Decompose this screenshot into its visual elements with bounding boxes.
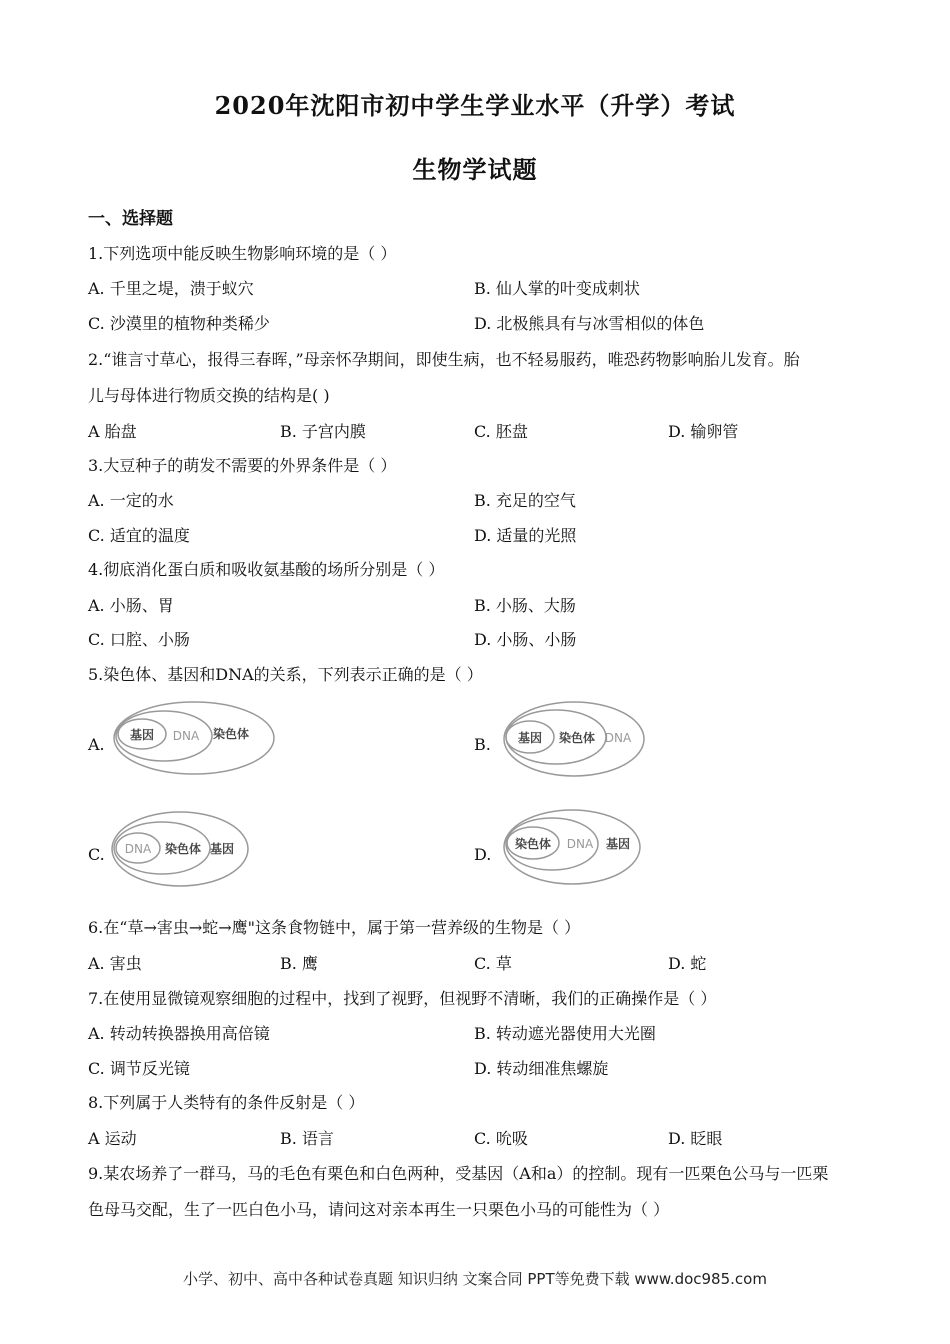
diagram-c-inner-label: DNA xyxy=(124,842,152,856)
question-3-option-c: C. 适宜的温度 xyxy=(88,526,190,545)
question-2-stem-line1: 2.“谁言寸草心，报得三春晖，”母亲怀孕期间，即使生病，也不轻易服药，唯恐药物影响胎儿发育。胎 xyxy=(88,350,800,369)
question-2-option-a: A 胎盘 xyxy=(88,422,137,441)
diagram-a-inner-label: 基因 xyxy=(129,728,155,742)
question-9-stem-line2: 色母马交配，生了一匹白色小马，请问这对亲本再生一只栗色小马的可能性为（ ） xyxy=(88,1200,670,1219)
question-1-option-c: C. 沙漠里的植物种类稀少 xyxy=(88,314,270,333)
exam-subtitle: 生物学试题 xyxy=(412,155,538,184)
question-1-option-d: D. 北极熊具有与冰雪相似的体色 xyxy=(474,314,705,333)
diagram-c-middle-label: 染色体 xyxy=(164,842,202,856)
question-6-option-c: C. 草 xyxy=(474,954,512,973)
exam-title: 2020年沈阳市初中学生学业水平（升学）考试 xyxy=(214,91,736,120)
diagram-c xyxy=(108,808,253,894)
question-4-option-b: B. 小肠、大肠 xyxy=(474,596,576,615)
question-6-stem: 6.在“草→害虫→蛇→鹰"这条食物链中，属于第一营养级的生物是（ ） xyxy=(88,918,581,937)
question-8-option-c: C. 吮吸 xyxy=(474,1129,528,1148)
question-7-option-b: B. 转动遮光器使用大光圈 xyxy=(474,1024,656,1043)
question-7-option-d: D. 转动细准焦螺旋 xyxy=(474,1059,609,1078)
page-footer: 小学、初中、高中各种试卷真题 知识归纳 文案合同 PPT等免费下载 www.doc985.com xyxy=(183,1270,767,1288)
question-8-option-a: A 运动 xyxy=(88,1129,137,1148)
question-4-option-a: A. 小肠、胃 xyxy=(88,596,174,615)
question-4-option-c: C. 口腔、小肠 xyxy=(88,630,190,649)
question-5-option-c: C. xyxy=(88,845,105,864)
question-2-option-b: B. 子宫内膜 xyxy=(280,422,366,441)
question-3-option-a: A. 一定的水 xyxy=(88,491,174,510)
question-7-stem: 7.在使用显微镜观察细胞的过程中，找到了视野，但视野不清晰，我们的正确操作是（ ） xyxy=(88,989,717,1008)
question-4-option-d: D. 小肠、小肠 xyxy=(474,630,577,649)
question-6-option-a: A. 害虫 xyxy=(88,954,142,973)
diagram-d-inner-label: 染色体 xyxy=(514,837,552,851)
diagram-b-inner-label: 基因 xyxy=(517,731,543,745)
diagram-b-middle-label: 染色体 xyxy=(558,731,596,745)
diagram-c-outer-label: 基因 xyxy=(209,842,235,856)
question-9-stem-line1: 9.某农场养了一群马，马的毛色有栗色和白色两种，受基因（A和a）的控制。现有一匹栗色公马与一匹栗 xyxy=(88,1164,829,1183)
diagram-b xyxy=(500,698,650,784)
question-3-option-d: D. 适量的光照 xyxy=(474,526,577,545)
diagram-a-middle-label: DNA xyxy=(172,729,200,743)
section-heading: 一、选择题 xyxy=(88,209,173,229)
diagram-a xyxy=(112,698,282,782)
question-7-option-a: A. 转动转换器换用高倍镜 xyxy=(88,1024,270,1043)
diagram-d-outer-label: 基因 xyxy=(605,837,631,851)
question-7-option-c: C. 调节反光镜 xyxy=(88,1059,190,1078)
question-8-stem: 8.下列属于人类特有的条件反射是（ ） xyxy=(88,1093,365,1112)
question-1-option-b: B. 仙人掌的叶变成刺状 xyxy=(474,279,640,298)
question-2-option-c: C. 胚盘 xyxy=(474,422,528,441)
diagram-a-outer-label: 染色体 xyxy=(212,727,250,741)
question-5-option-d: D. xyxy=(474,845,492,864)
diagram-d-middle-label: DNA xyxy=(566,837,594,851)
question-6-option-b: B. 鹰 xyxy=(280,954,318,973)
question-3-stem: 3.大豆种子的萌发不需要的外界条件是（ ） xyxy=(88,456,397,475)
question-5-option-a: A. xyxy=(88,735,105,754)
question-6-option-d: D. 蛇 xyxy=(668,954,707,973)
question-4-stem: 4.彻底消化蛋白质和吸收氨基酸的场所分别是（ ） xyxy=(88,560,445,579)
question-1-stem: 1.下列选项中能反映生物影响环境的是（ ） xyxy=(88,244,397,263)
question-1-option-a: A. 千里之堤，溃于蚁穴 xyxy=(88,279,254,298)
diagram-b-outer-label: DNA xyxy=(604,731,632,745)
question-2-option-d: D. 输卵管 xyxy=(668,422,739,441)
question-5-option-b: B. xyxy=(474,735,491,754)
question-8-option-d: D. 眨眼 xyxy=(668,1129,723,1148)
question-5-stem: 5.染色体、基因和DNA的关系，下列表示正确的是（ ） xyxy=(88,665,483,684)
question-8-option-b: B. 语言 xyxy=(280,1129,334,1148)
question-3-option-b: B. 充足的空气 xyxy=(474,491,576,510)
question-2-stem-line2: 儿与母体进行物质交换的结构是( ) xyxy=(88,386,330,405)
diagram-d xyxy=(500,806,645,892)
